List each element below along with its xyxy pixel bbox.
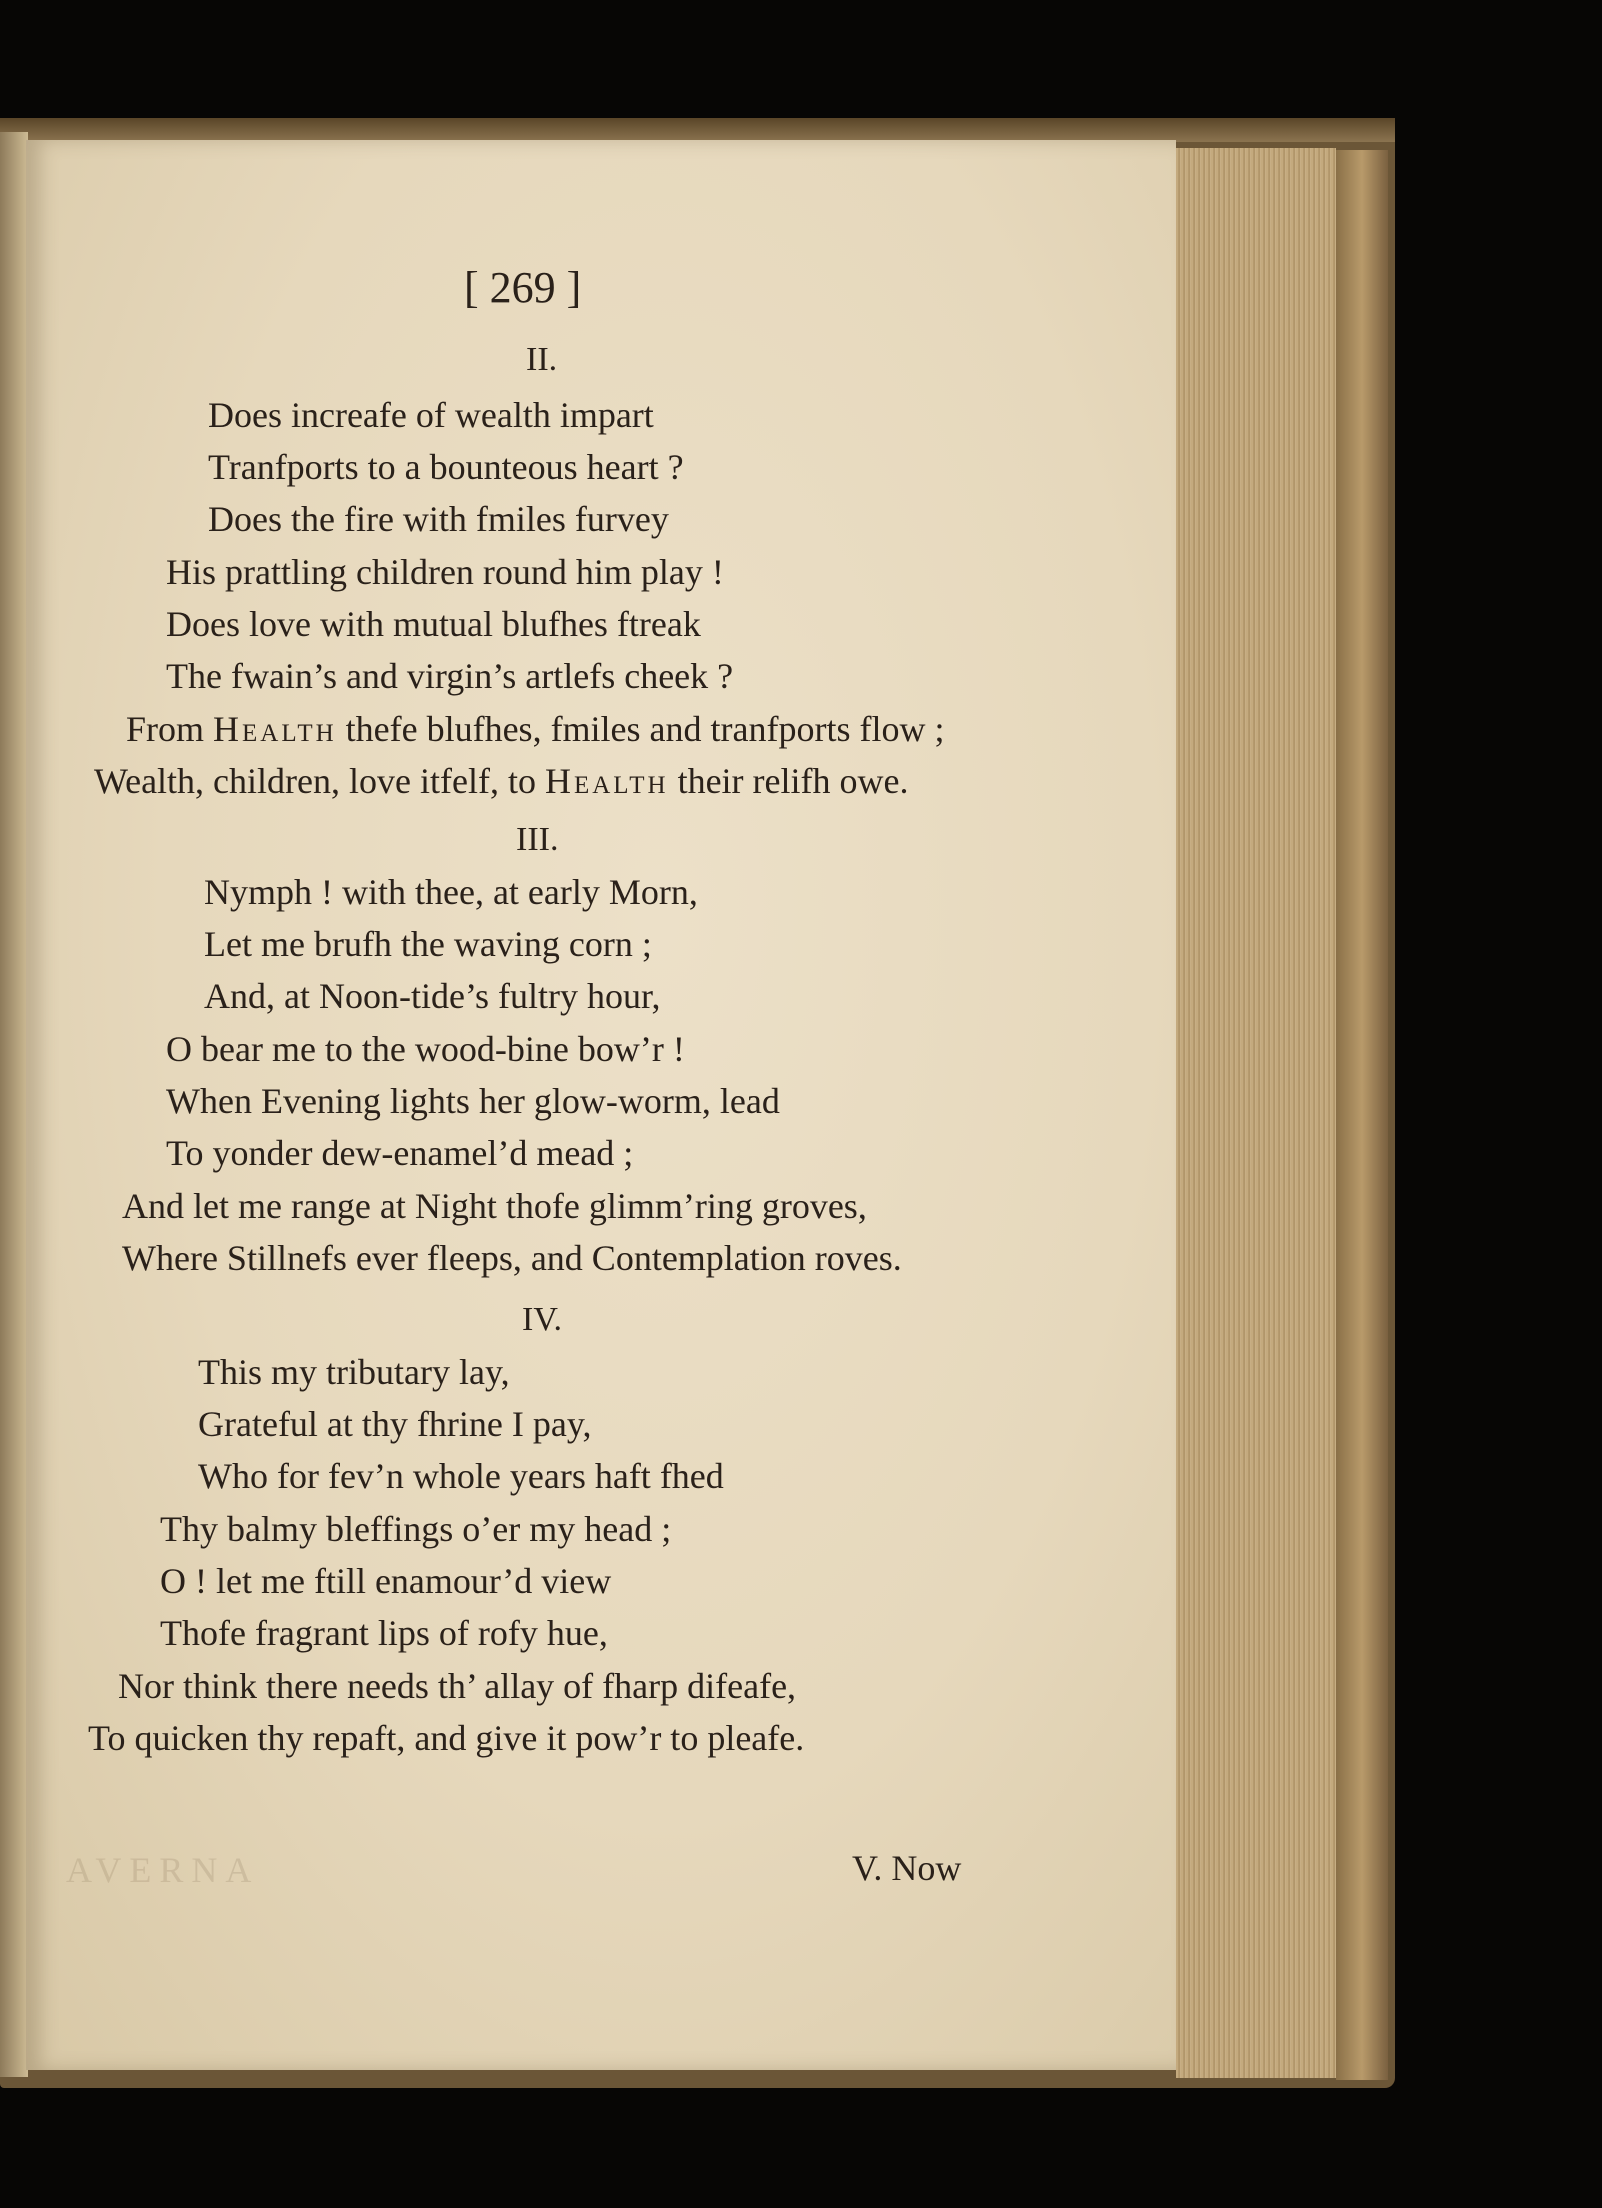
page-number: [ 269 ] [464, 263, 582, 312]
verse-line: The fwain’s and virgin’s artlefs cheek ? [166, 656, 734, 696]
stanza-number: III. [516, 821, 559, 858]
left-page-edge [0, 132, 28, 2077]
verse-line: Grateful at thy fhrine I pay, [198, 1404, 592, 1444]
verse-line: Does love with mutual blufhes ftreak [166, 604, 701, 644]
verse-line: Nymph ! with thee, at early Morn, [204, 872, 698, 912]
verse-line: Nor think there needs th’ allay of fharp difeafe, [118, 1666, 797, 1706]
verse-line: Does the fire with fmiles furvey [208, 499, 669, 539]
verse-line: Thy balmy bleffings o’er my head ; [160, 1509, 672, 1549]
verse-line: Wealth, children, love itfelf, to Health their relifh owe. [94, 761, 909, 801]
cover-edge [1336, 150, 1388, 2080]
verse-line: And, at Noon-tide’s fultry hour, [204, 976, 661, 1016]
verse-line: When Evening lights her glow-worm, lead [166, 1081, 780, 1121]
verse-line: Let me brufh the waving corn ; [204, 924, 652, 964]
page-block-edges [1176, 148, 1336, 2078]
verse-line: From Health thefe blufhes, fmiles and tranfports flow ; [126, 709, 945, 749]
verse-line: His prattling children round him play ! [166, 552, 724, 592]
verse-line: This my tributary lay, [198, 1352, 510, 1392]
stanza-number: IV. [522, 1301, 562, 1338]
catchword: V. Now [852, 1848, 962, 1888]
verse-line: And let me range at Night thofe glimm’ring groves, [122, 1186, 867, 1226]
verse-line: Thofe fragrant lips of rofy hue, [160, 1613, 608, 1653]
show-through-text: AVERNA [66, 1850, 260, 1890]
verse-line: O ! let me ftill enamour’d view [160, 1561, 612, 1601]
verse-line: Does increafe of wealth impart [208, 395, 654, 435]
verse-line: Tranfports to a bounteous heart ? [208, 447, 684, 487]
book-top-edge [0, 118, 1395, 142]
verse-line: O bear me to the wood-bine bow’r ! [166, 1029, 685, 1069]
stanza-number: II. [526, 341, 558, 378]
page-text [26, 140, 1176, 2070]
verse-line: To yonder dew-enamel’d mead ; [166, 1133, 634, 1173]
verse-line: Who for fev’n whole years haft fhed [198, 1456, 724, 1496]
verse-line: To quicken thy repaft, and give it pow’r to pleafe. [88, 1718, 805, 1758]
verse-line: Where Stillnefs ever fleeps, and Contemplation roves. [122, 1238, 902, 1278]
